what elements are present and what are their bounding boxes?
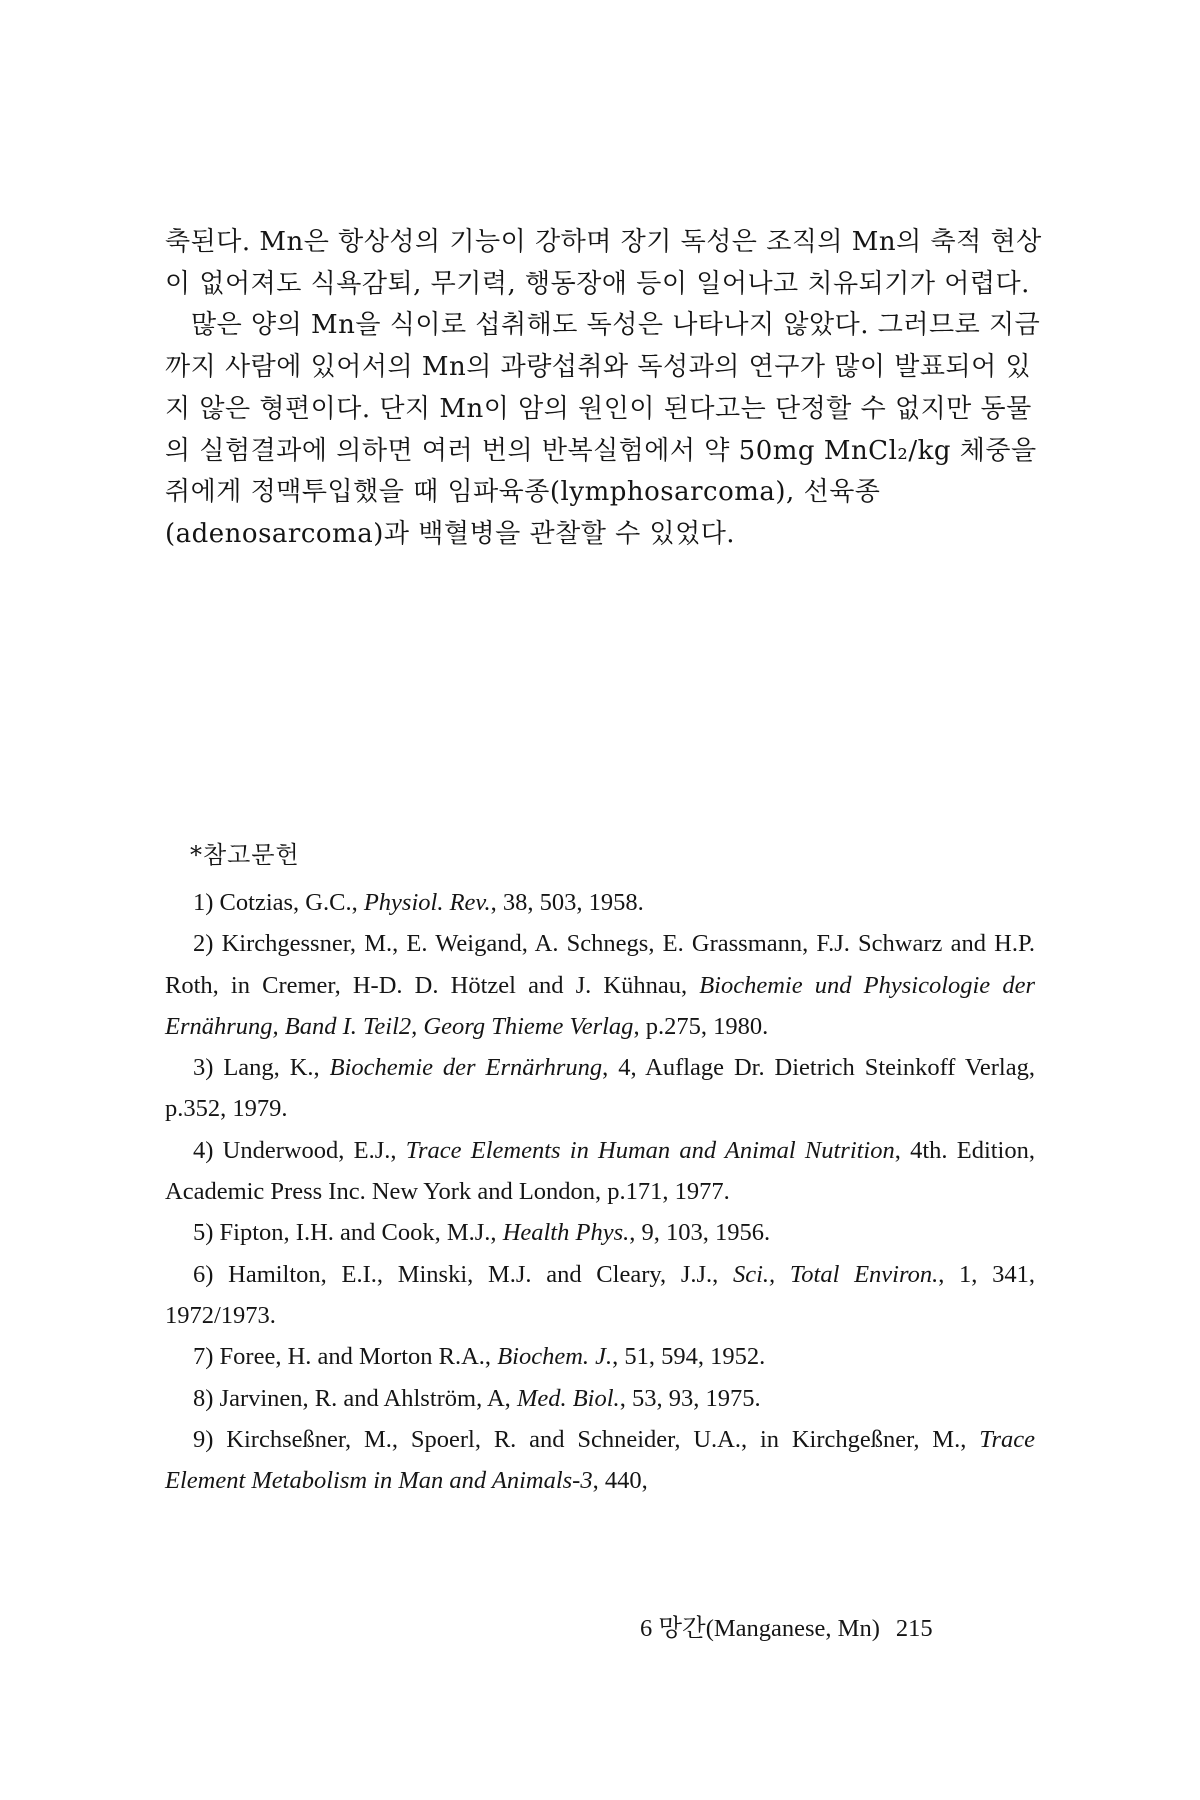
reference-number: 9) <box>193 1425 214 1453</box>
reference-title: Biochemie und Physicologie der Ernährung, Band I. Teil2, Georg Thieme Verlag <box>165 971 1035 1040</box>
reference-authors: Cotzias, G.C., <box>219 889 364 916</box>
reference-title: Sci., Total Environ. <box>733 1260 939 1288</box>
reference-details: , 1, 341, 1972/1973. <box>165 1260 1036 1329</box>
reference-authors: Foree, H. and Morton R.A., <box>219 1343 498 1371</box>
reference-title: Health Phys. <box>502 1219 630 1247</box>
reference-details: , p.275, 1980. <box>633 1012 769 1040</box>
reference-title: Biochem. J. <box>497 1343 613 1371</box>
reference-authors: Jarvinen, R. and Ahlström, A, <box>219 1384 517 1412</box>
reference-number: 4) <box>193 1136 214 1164</box>
body-paragraph: 축된다. Mn은 항상성의 기능이 강하며 장기 독성은 조직의 Mn의 축적 현상이 없어져도 식욕감퇴, 무기력, 행동장애 등이 일어나고 치유되기가 어렵다. <box>165 227 1042 299</box>
reference-title: Biochemie der Ernärhrung <box>329 1054 603 1082</box>
reference-number: 8) <box>193 1384 214 1412</box>
reference-number: 2) <box>193 930 214 958</box>
reference-details: , 38, 503, 1958. <box>490 889 644 916</box>
reference-title: Physiol. Rev. <box>363 889 491 916</box>
running-head: 6 망간(Manganese, Mn) <box>640 1615 880 1642</box>
reference-number: 6) <box>193 1260 214 1288</box>
reference-details: , 4th. Edition, Academic Press Inc. New York and London, p.171, 1977. <box>165 1136 1035 1206</box>
reference-item <box>165 1378 1035 1419</box>
body-paragraph: 많은 양의 Mn을 식이로 섭취해도 독성은 나타나지 않았다. 그러므로 지금까지 사람에 있어서의 Mn의 과량섭취와 독성과의 연구가 많이 발표되어 있지 않은 형편이다. 단지 Mn이 암의 원인이 된다고는 단정할 수 없지만 동물의 실험결과에 의하면 여러 번의 반복실험에서 약 50mg MnCl₂/kg 체중을 쥐에게 정맥투입했을 때 임파육종(lymphosarcoma), 선육종(adenosarcoma)과 백혈병을 관찰할 수 있었다. <box>165 310 1041 549</box>
reference-item <box>165 1130 1035 1213</box>
reference-item <box>165 1254 1035 1337</box>
reference-item <box>165 1419 1035 1502</box>
reference-authors: Underwood, E.J., <box>222 1136 406 1164</box>
reference-details: , 51, 594, 1952. <box>612 1343 766 1371</box>
reference-item <box>165 923 1035 1047</box>
reference-title: Med. Biol. <box>516 1384 620 1412</box>
page-footer <box>640 1614 933 1644</box>
reference-item <box>165 1212 1035 1253</box>
reference-number: 1) <box>193 889 214 916</box>
reference-authors: Hamilton, E.I., Minski, M.J. and Cleary, J.J., <box>228 1260 733 1288</box>
reference-details: , 9, 103, 1956. <box>629 1219 771 1247</box>
reference-title: Trace Elements in Human and Animal Nutrition <box>405 1136 895 1164</box>
reference-details: , 53, 93, 1975. <box>619 1384 761 1412</box>
reference-item <box>165 1336 1035 1377</box>
reference-title: Trace Element Metabolism in Man and Animals-3 <box>165 1425 1035 1495</box>
page-number: 215 <box>895 1615 933 1642</box>
reference-authors: Kirchgessner, M., E. Weigand, A. Schnegs, E. Grassmann, F.J. Schwarz and H.P. Roth, in Cremer, H-D. D. Hötzel and J. Kühnau, <box>165 930 1035 999</box>
reference-authors: Lang, K., <box>223 1054 330 1082</box>
references-heading: *참고문헌 <box>190 841 300 869</box>
reference-authors: Kirchseßner, M., Spoerl, R. and Schneider, U.A., in Kirchgeßner, M., <box>226 1425 980 1453</box>
reference-item <box>165 1047 1035 1130</box>
reference-number: 7) <box>193 1343 214 1371</box>
reference-number: 3) <box>193 1054 214 1082</box>
reference-details: , 4, Auflage Dr. Dietrich Steinkoff Verlag, p.352, 1979. <box>165 1054 1035 1123</box>
reference-item <box>165 882 1035 923</box>
reference-authors: Fipton, I.H. and Cook, M.J., <box>219 1219 503 1247</box>
reference-number: 5) <box>193 1219 214 1247</box>
body-text <box>165 222 1045 556</box>
references-list <box>165 882 1035 1501</box>
reference-details: , 440, <box>592 1467 648 1495</box>
